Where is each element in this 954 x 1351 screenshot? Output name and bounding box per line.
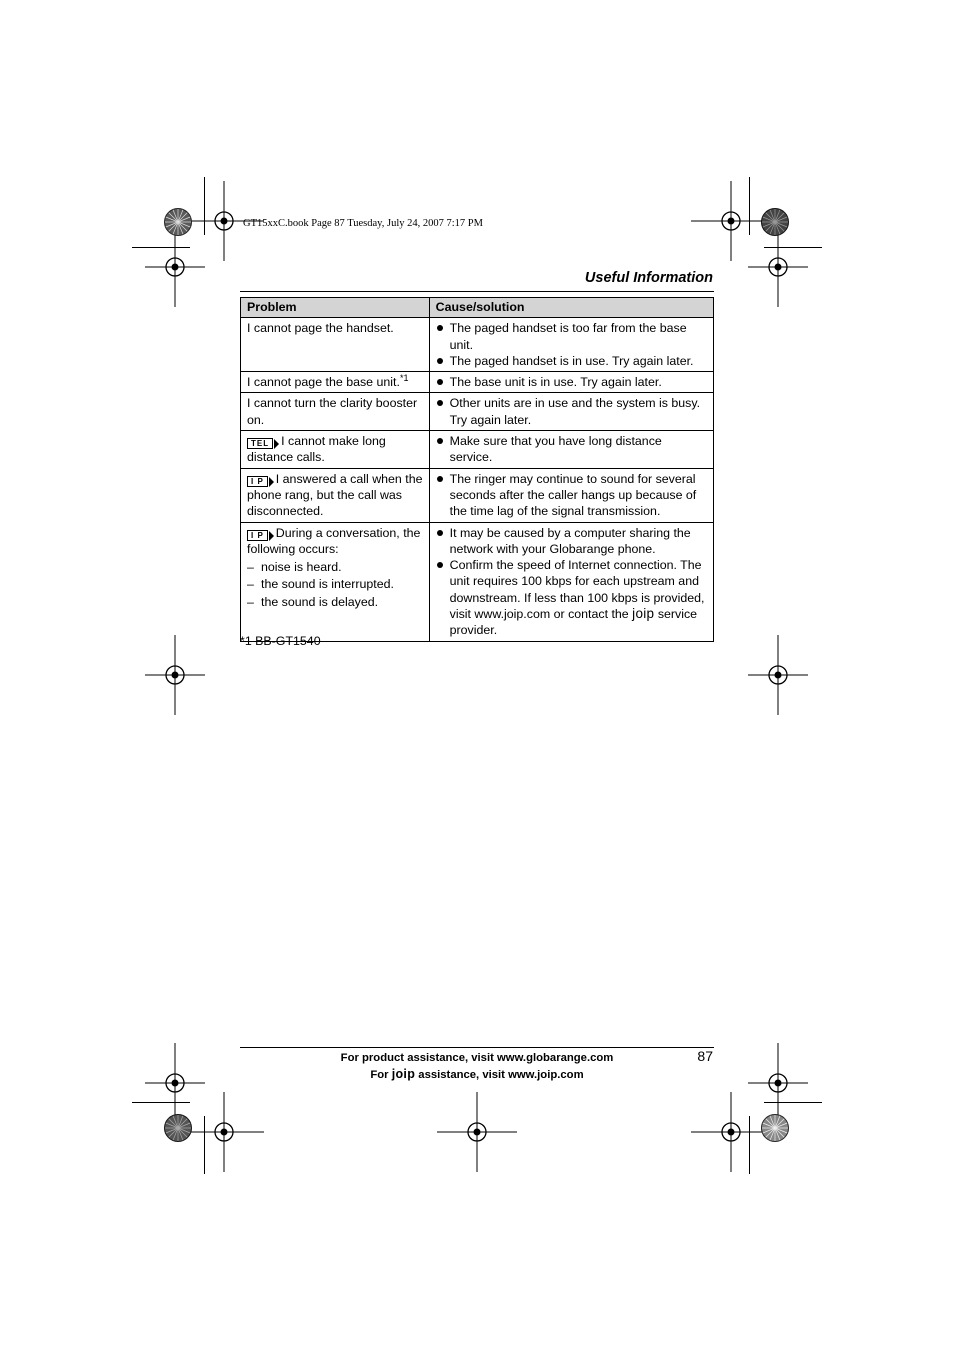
- problem-cell: [241, 372, 430, 393]
- cause-item: The paged handset is in use. Try again later.: [436, 353, 707, 369]
- cause-item: The ringer may continue to sound for several seconds after the caller hangs up because of the time lag of the signal transmission.: [436, 471, 707, 520]
- column-header-problem: Problem: [241, 298, 430, 318]
- problem-text: I cannot make long distance calls.: [247, 434, 386, 465]
- tel-tag-icon: TEL: [247, 438, 273, 449]
- table-row: [241, 372, 714, 393]
- footnote-ref: *1: [399, 373, 409, 384]
- footer-text: For: [370, 1069, 389, 1081]
- cause-text: service provider.: [449, 607, 698, 638]
- table-header-row: [241, 298, 714, 318]
- table-row: [241, 393, 714, 431]
- title-divider: [240, 291, 714, 292]
- symptom-item: – noise is heard.: [247, 559, 423, 575]
- starburst-icon: [164, 1114, 192, 1142]
- cause-cell: [429, 522, 713, 641]
- section-title: Useful Information: [584, 270, 713, 286]
- cause-cell: [429, 318, 713, 372]
- cause-item: Make sure that you have long distance service.: [436, 433, 707, 466]
- problem-text: I cannot page the base unit.: [247, 375, 400, 390]
- ip-tag-icon: I P: [247, 476, 268, 487]
- joip-logo: joip: [391, 1067, 416, 1081]
- table-row: [241, 522, 714, 641]
- table-row: [241, 468, 714, 522]
- problem-cell: [241, 522, 430, 641]
- footnote: *1 BB-GT1540: [240, 634, 321, 648]
- cause-item: Other units are in use and the system is busy. Try again later.: [436, 395, 707, 428]
- registration-mark-icon: [738, 227, 818, 307]
- starburst-icon: [164, 208, 192, 236]
- footer-line-1: For product assistance, visit www.globarange.com: [340, 1052, 614, 1064]
- starburst-icon: [761, 208, 789, 236]
- registration-mark-icon: [691, 1092, 771, 1172]
- registration-mark-icon: [184, 1092, 264, 1172]
- problem-text: I cannot page the handset.: [247, 321, 394, 336]
- cause-item: It may be caused by a computer sharing the network with your Globarange phone.: [436, 525, 707, 558]
- problem-cell: [241, 318, 430, 372]
- table-row: [241, 318, 714, 372]
- problem-cell: [241, 431, 430, 469]
- joip-logo: joip: [632, 606, 655, 622]
- problem-cell: [241, 468, 430, 522]
- symptom-item: – the sound is interrupted.: [247, 576, 423, 592]
- cause-cell: [429, 468, 713, 522]
- registration-mark-icon: [135, 227, 215, 307]
- starburst-icon: [761, 1114, 789, 1142]
- footer-text: assistance, visit www.joip.com: [418, 1069, 584, 1081]
- table-row: [241, 431, 714, 469]
- cause-item: The paged handset is too far from the base unit.: [436, 320, 707, 353]
- cause-cell: [429, 372, 713, 393]
- symptom-item: – the sound is delayed.: [247, 594, 423, 610]
- ip-tag-icon: I P: [247, 530, 268, 541]
- footer: [240, 1050, 714, 1083]
- footer-divider: [240, 1047, 714, 1048]
- book-info: GT15xxC.book Page 87 Tuesday, July 24, 2007 7:17 PM: [243, 218, 483, 229]
- problem-cell: [241, 393, 430, 431]
- column-header-cause: Cause/solution: [429, 298, 713, 318]
- registration-mark-icon: [738, 635, 818, 715]
- problem-text: During a conversation, the following occurs:: [247, 525, 421, 556]
- cause-cell: [429, 431, 713, 469]
- cause-item: The base unit is in use. Try again later.: [436, 374, 707, 390]
- registration-mark-icon: [135, 635, 215, 715]
- cause-cell: [429, 393, 713, 431]
- page-number: 87: [697, 1048, 713, 1064]
- registration-mark-icon: [437, 1092, 517, 1172]
- problem-text: I cannot turn the clarity booster on.: [247, 396, 418, 427]
- troubleshooting-table: [240, 297, 714, 642]
- problem-text: I answered a call when the phone rang, but the call was disconnected.: [247, 471, 423, 519]
- footer-line-2: [240, 1066, 714, 1083]
- cause-text: Confirm the speed of Internet connection. The unit requires 100 kbps for each upstream and downstream. If less than 100 kbps is provided, visit www.joip.com or contact the: [449, 558, 705, 622]
- cause-item: [436, 557, 707, 638]
